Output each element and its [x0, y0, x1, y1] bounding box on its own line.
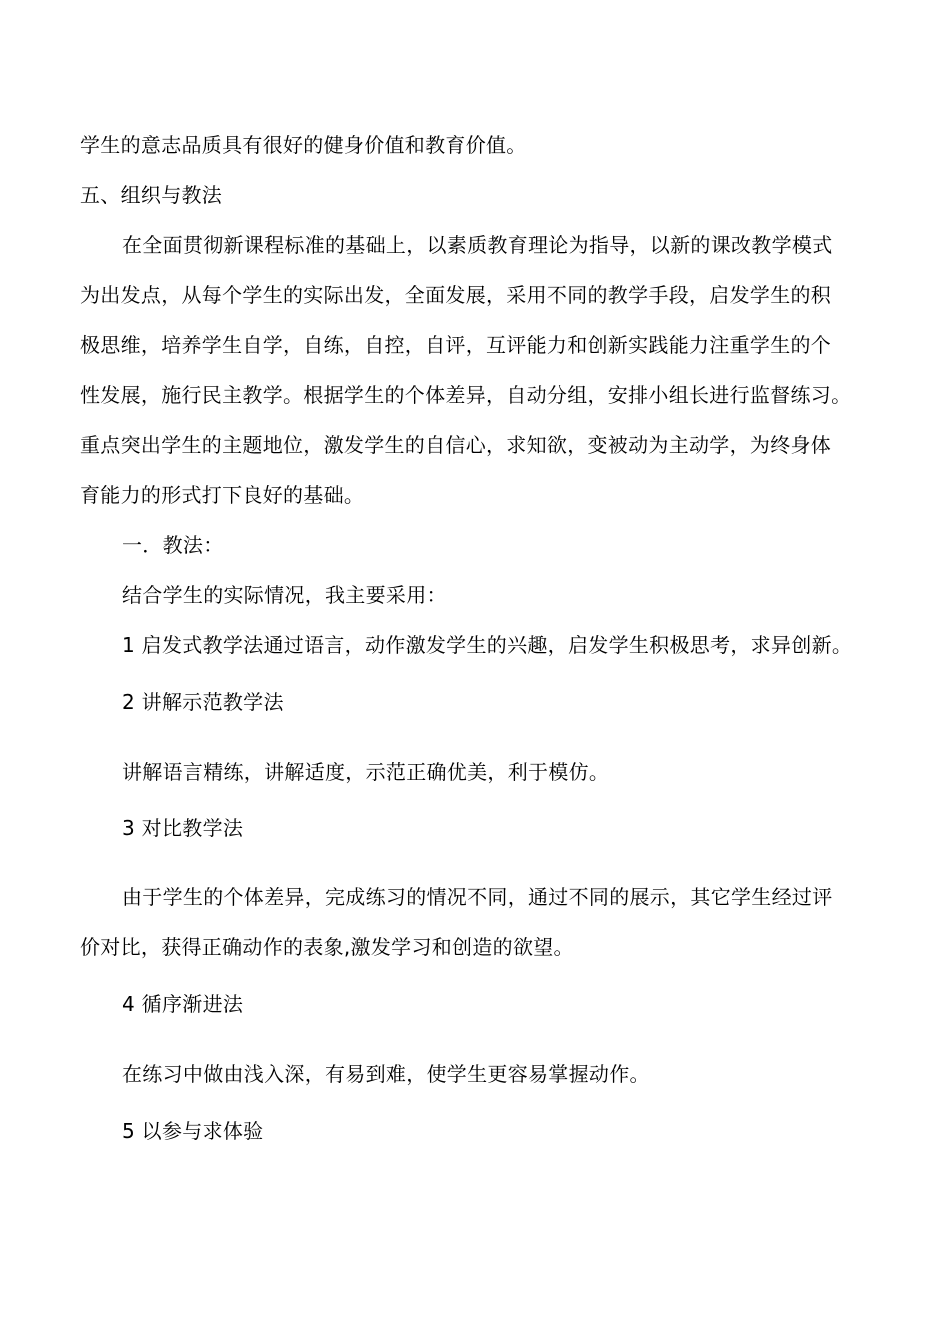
text-line: 性发展，施行民主教学。根据学生的个体差异，自动分组，安排小组长进行监督练习。 [80, 383, 852, 407]
text-line: 在练习中做由浅入深，有易到难，使学生更容易掌握动作。 [122, 1062, 650, 1086]
list-item: 4 循序渐进法 [122, 992, 244, 1016]
subsection-heading: 一．教法： [122, 533, 224, 557]
text-line: 重点突出学生的主题地位，激发学生的自信心，求知欲，变被动为主动学，为终身体 [80, 433, 832, 457]
section-heading: 五、组织与教法 [80, 183, 223, 207]
text-line: 学生的意志品质具有很好的健身价值和教育价值。 [80, 133, 527, 157]
text-line: 讲解语言精练，讲解适度，示范正确优美，利于模仿。 [122, 760, 610, 784]
text-line: 价对比，获得正确动作的表象,激发学习和创造的欲望。 [80, 935, 574, 959]
text-line: 由于学生的个体差异，完成练习的情况不同，通过不同的展示，其它学生经过评 [122, 885, 833, 909]
text-line: 极思维，培养学生自学，自练，自控，自评，互评能力和创新实践能力注重学生的个 [80, 333, 832, 357]
text-line: 结合学生的实际情况，我主要采用： [122, 583, 447, 607]
list-item: 3 对比教学法 [122, 816, 244, 840]
text-line: 为出发点，从每个学生的实际出发，全面发展，采用不同的教学手段，启发学生的积 [80, 283, 832, 307]
list-item: 1 启发式教学法通过语言，动作激发学生的兴趣，启发学生积极思考，求异创新。 [122, 633, 853, 657]
text-line: 育能力的形式打下良好的基础。 [80, 483, 365, 507]
text-line: 在全面贯彻新课程标准的基础上，以素质教育理论为指导，以新的课改教学模式 [122, 233, 833, 257]
list-item: 5 以参与求体验 [122, 1119, 264, 1143]
list-item: 2 讲解示范教学法 [122, 690, 284, 714]
